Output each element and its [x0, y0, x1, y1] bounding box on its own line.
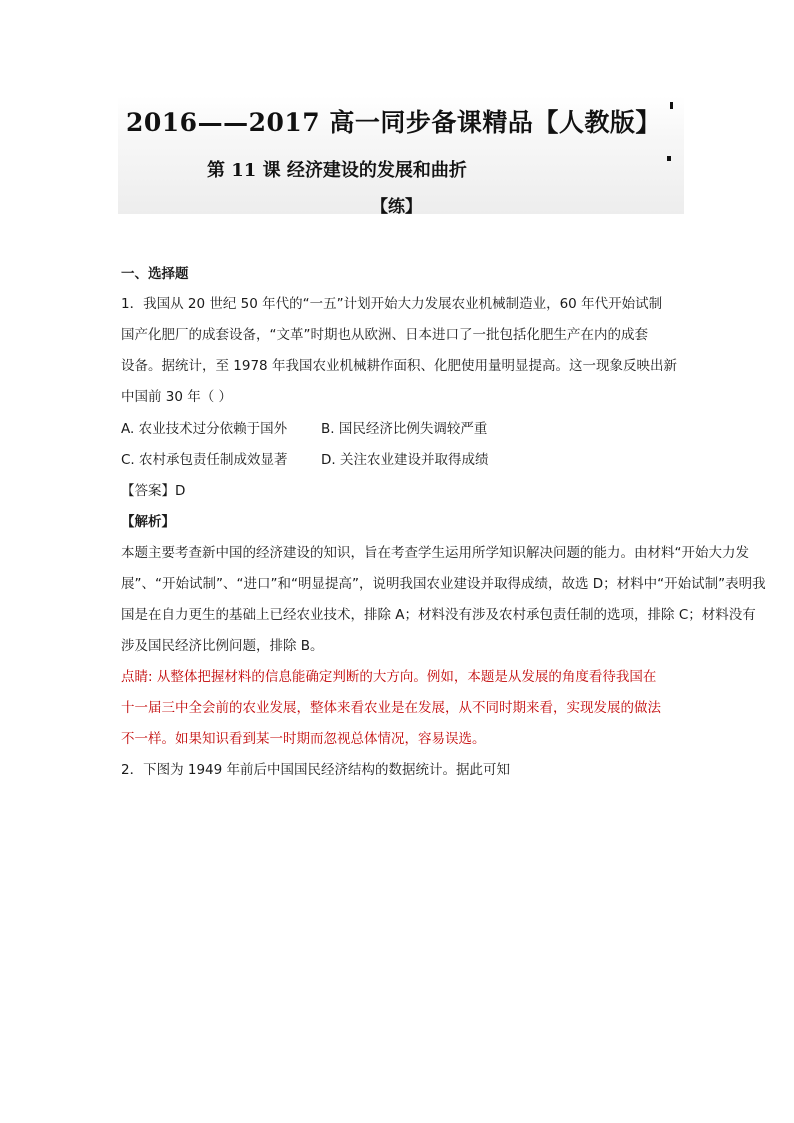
lesson-title: 第 11 课 经济建设的发展和曲折	[207, 160, 467, 181]
option-a: A. 农业技术过分依赖于国外	[121, 421, 288, 437]
question-1-stem-line: 设备。据统计，至 1978 年我国农业机械耕作面积、化肥使用量明显提高。这一现象反映出新	[121, 358, 677, 374]
decorative-mark	[670, 102, 673, 109]
answer-label: 【答案】D	[121, 483, 186, 499]
tip-line: 十一届三中全会前的农业发展，整体来看农业是在发展，从不同时期来看，实现发展的做法	[121, 700, 661, 716]
analysis-line: 国是在自力更生的基础上已经农业技术，排除 A；材料没有涉及农村承包责任制的选项，排除 C；材料没有	[121, 607, 756, 623]
tip-line: 点睛: 从整体把握材料的信息能确定判断的大方向。例如，本题是从发展的角度看待我国在	[121, 669, 657, 685]
lesson-tag: 【练】	[371, 197, 422, 217]
decorative-mark	[667, 156, 671, 161]
question-1-stem-line: 国产化肥厂的成套设备，“文革”时期也从欧洲、日本进口了一批包括化肥生产在内的成套	[121, 327, 648, 343]
section-heading: 一、选择题	[121, 266, 189, 282]
question-2-stem: 2．下图为 1949 年前后中国国民经济结构的数据统计。据此可知	[121, 762, 511, 778]
option-b: B. 国民经济比例失调较严重	[321, 421, 488, 437]
option-d: D. 关注农业建设并取得成绩	[321, 452, 489, 468]
analysis-label: 【解析】	[121, 514, 175, 530]
analysis-line: 涉及国民经济比例问题，排除 B。	[121, 638, 324, 654]
option-c: C. 农村承包责任制成效显著	[121, 452, 288, 468]
tip-line: 不一样。如果知识看到某一时期而忽视总体情况，容易误选。	[121, 731, 486, 747]
question-1-stem-line: 中国前 30 年（ ）	[121, 389, 233, 405]
analysis-line: 展”、“开始试制”、“进口”和“明显提高”，说明我国农业建设并取得成绩，故选 D；材料中“开始试制”表明我	[121, 576, 766, 592]
document-title: 2016——2017 高一同步备课精品【人教版】	[126, 108, 661, 137]
question-1-stem-line: 1．我国从 20 世纪 50 年代的“一五”计划开始大力发展农业机械制造业，60 年代开始试制	[121, 296, 663, 312]
analysis-line: 本题主要考查新中国的经济建设的知识，旨在考查学生运用所学知识解决问题的能力。由材料“开始大力发	[121, 545, 749, 561]
